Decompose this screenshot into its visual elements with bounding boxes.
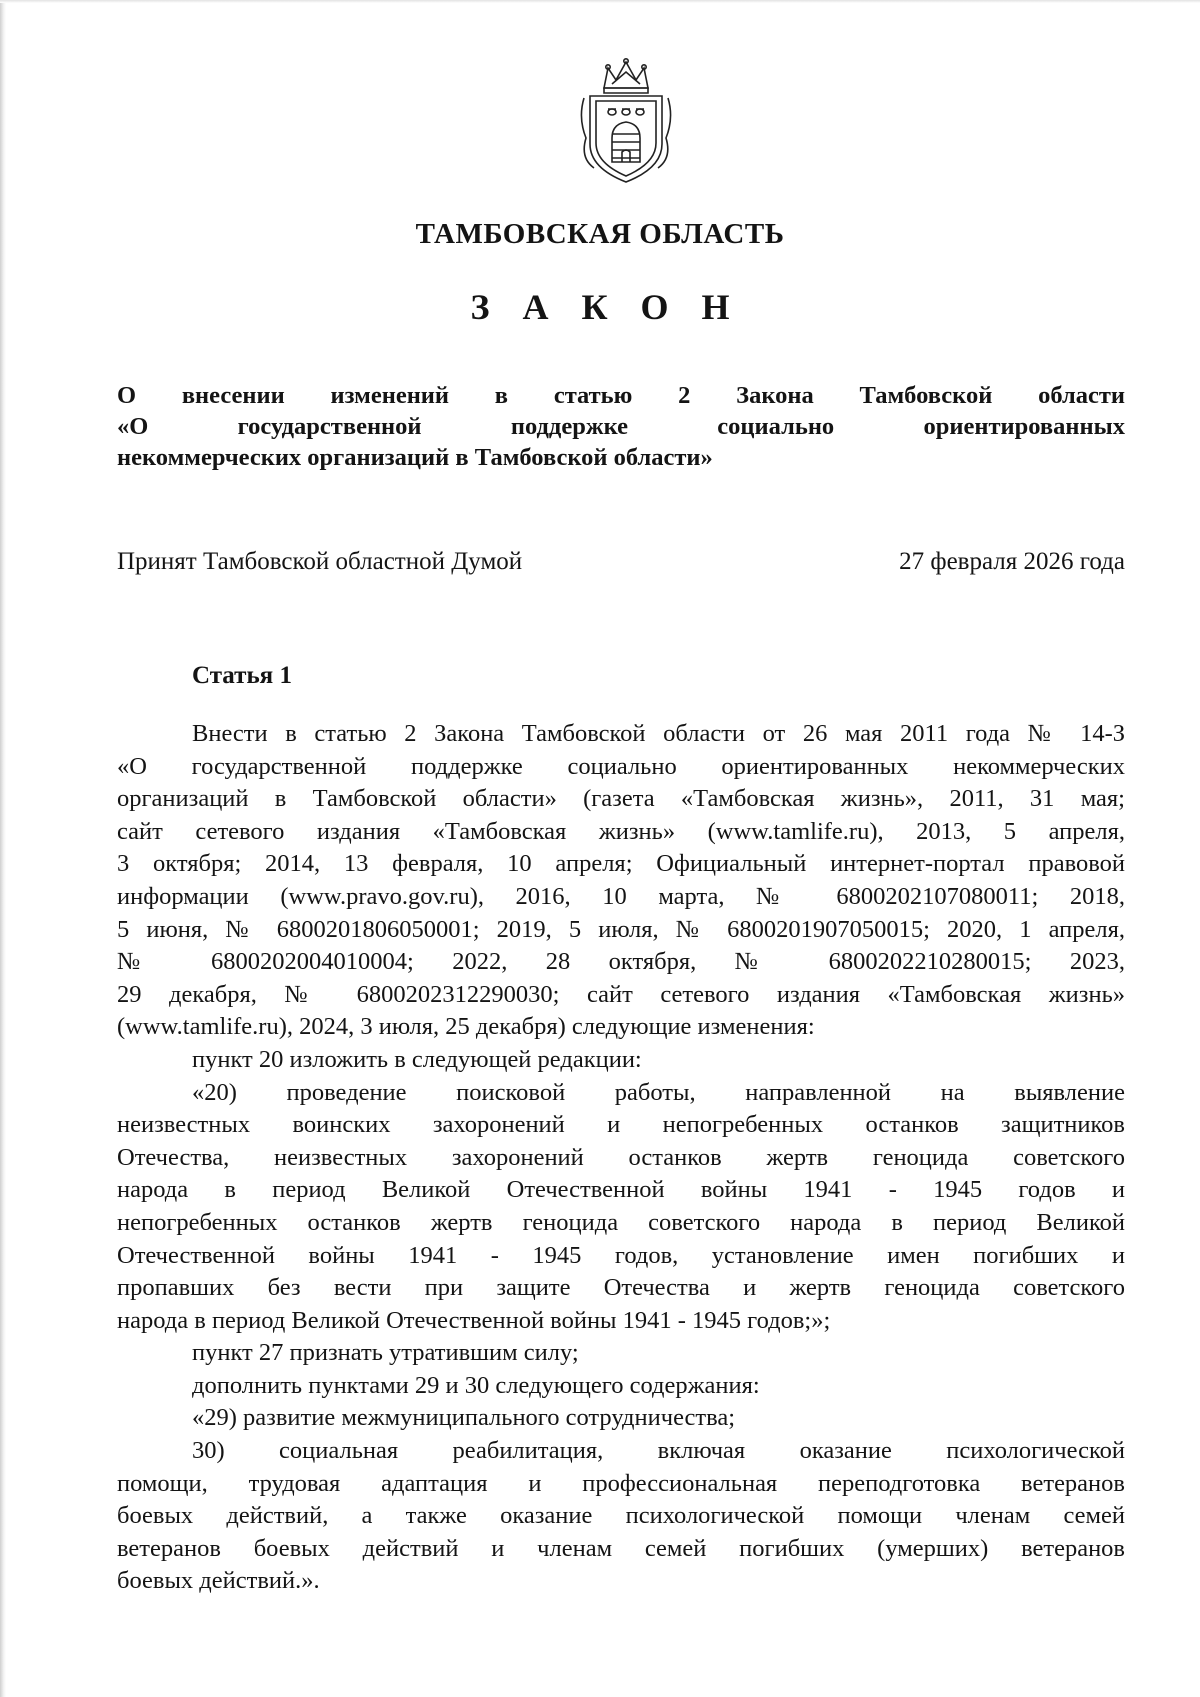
- body-line: «20) проведение поисковой работы, направленной на выявление: [192, 1078, 1125, 1106]
- body-line: «О государственной поддержке социально ориентированных некоммерческих: [117, 752, 1125, 780]
- scan-edge-shadow: [0, 0, 6, 1697]
- body-line: неизвестных воинских захоронений и непогребенных останков защитников: [117, 1111, 1125, 1139]
- body-line: помощи, трудовая адаптация и профессиональная переподготовка ветеранов: [117, 1469, 1125, 1497]
- body-line: Отечественной войны 1941 - 1945 годов, установление имен погибших и: [117, 1241, 1125, 1269]
- body-line: непогребенных останков жертв геноцида советского народа в период Великой: [117, 1208, 1125, 1236]
- body-line: боевых действий.».: [117, 1567, 320, 1595]
- body-line: дополнить пунктами 29 и 30 следующего содержания:: [192, 1371, 760, 1399]
- title-line: О внесении изменений в статью 2 Закона Тамбовской области: [117, 382, 1125, 409]
- body-line: народа в период Великой Отечественной войны 1941 - 1945 годов и: [117, 1176, 1125, 1204]
- body-line: народа в период Великой Отечественной войны 1941 - 1945 годов;»;: [117, 1306, 831, 1334]
- article-body: [117, 718, 1125, 1598]
- body-line: 30) социальная реабилитация, включая оказание психологической: [192, 1437, 1125, 1465]
- body-line: организаций в Тамбовской области» (газета «Тамбовская жизнь», 2011, 31 мая;: [117, 785, 1125, 813]
- body-line: пропавших без вести при защите Отечества и жертв геноцида советского: [117, 1274, 1125, 1302]
- title-line: «О государственной поддержке социально ориентированных: [117, 413, 1125, 440]
- law-title: [117, 380, 1125, 473]
- body-line: пункт 27 признать утратившим силу;: [192, 1339, 579, 1367]
- scan-edge-shadow-top: [0, 0, 1200, 3]
- article-heading: Статья 1: [192, 662, 292, 689]
- body-line: ветеранов боевых действий и членам семей погибших (умерших) ветеранов: [117, 1534, 1125, 1562]
- body-line: «29) развитие межмуниципального сотрудничества;: [192, 1404, 736, 1432]
- body-line: 3 октября; 2014, 13 февраля, 10 апреля; Официальный интернет-портал правовой: [117, 850, 1125, 878]
- body-line: сайт сетевого издания «Тамбовская жизнь» (www.tamlife.ru), 2013, 5 апреля,: [117, 817, 1125, 845]
- title-line: некоммерческих организаций в Тамбовской области»: [117, 444, 713, 471]
- body-line: Внести в статью 2 Закона Тамбовской области от 26 мая 2011 года № 14-З: [192, 720, 1125, 747]
- tambov-coat-of-arms-icon: [574, 58, 678, 186]
- body-line: 29 декабря, № 6800202312290030; сайт сетевого издания «Тамбовская жизнь»: [117, 980, 1125, 1008]
- body-line: (www.tamlife.ru), 2024, 3 июля, 25 декабря) следующие изменения:: [117, 1013, 815, 1041]
- adoption-body: Принят Тамбовской областной Думой: [117, 548, 523, 575]
- body-line: № 6800202004010004; 2022, 28 октября, № 6800202210280015; 2023,: [117, 948, 1125, 976]
- document-type-heading: З А К О Н: [470, 287, 742, 327]
- adoption-date: 27 февраля 2026 года: [899, 548, 1125, 575]
- body-line: боевых действий, а также оказание психологической помощи членам семей: [117, 1502, 1125, 1530]
- body-line: информации (www.pravo.gov.ru), 2016, 10 марта, № 6800202107080011; 2018,: [117, 882, 1125, 910]
- body-line: пункт 20 изложить в следующей редакции:: [192, 1045, 642, 1073]
- adoption-row: [117, 548, 1125, 576]
- body-line: Отечества, неизвестных захоронений останков жертв геноцида советского: [117, 1143, 1125, 1171]
- body-line: 5 июня, № 6800201806050001; 2019, 5 июля, № 6800201907050015; 2020, 1 апреля,: [117, 915, 1125, 943]
- region-heading: ТАМБОВСКАЯ ОБЛАСТЬ: [415, 218, 785, 250]
